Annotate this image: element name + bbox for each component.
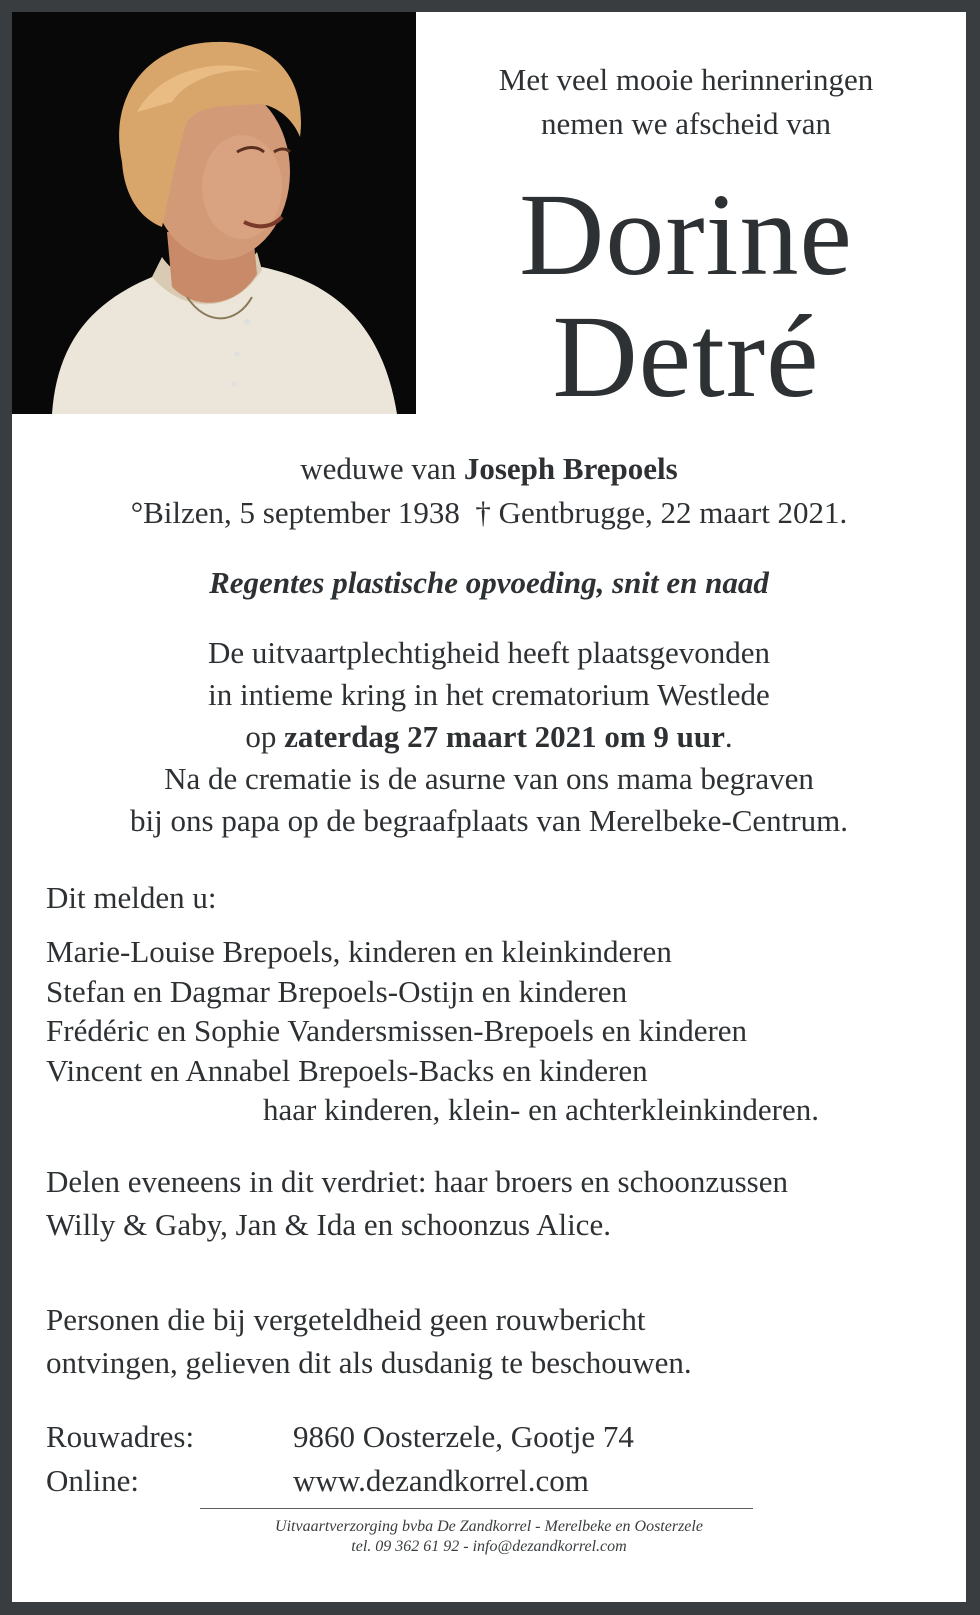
widow-line [12, 448, 966, 490]
family-list [46, 932, 819, 1130]
spouse-name: Joseph Brepoels [463, 451, 678, 486]
intro-line: Met veel mooie herinneringen [498, 62, 874, 97]
portrait-photo [12, 12, 416, 414]
announce-heading: Dit melden u: [46, 880, 217, 915]
share-line: Willy & Gaby, Jan & Ida en schoonzus Alice. [46, 1207, 611, 1242]
family-member: Frédéric en Sophie Vandersmissen-Brepoels en kinderen [46, 1013, 748, 1048]
family-member: Vincent en Annabel Brepoels-Backs en kinderen [46, 1052, 648, 1088]
widow-prefix: weduwe van [300, 451, 464, 486]
ceremony-suffix: . [724, 719, 733, 754]
ceremony-text [12, 632, 966, 842]
last-name: Detré [552, 291, 820, 422]
address-value: 9860 Oosterzele, Gootje 74 [293, 1419, 634, 1454]
intro-line: nemen we afscheid van [540, 106, 832, 141]
deceased-name [416, 169, 956, 422]
intro-text [416, 58, 956, 146]
notice-line: Personen die bij vergeteldheid geen rouwbericht [46, 1302, 646, 1337]
first-name: Dorine [519, 169, 853, 300]
funeral-home-footer [12, 1517, 966, 1557]
footer-line: Uitvaartverzorging bvba De Zandkorrel - Merelbeke en Oosterzele [275, 1518, 703, 1535]
footer-divider [200, 1508, 753, 1509]
notice-text [46, 1298, 692, 1384]
footer-contact: tel. 09 362 61 92 - info@dezandkorrel.com [351, 1538, 627, 1555]
online-link[interactable]: www.dezandkorrel.com [293, 1463, 589, 1498]
family-member: Stefan en Dagmar Brepoels-Ostijn en kinderen [46, 973, 628, 1009]
ceremony-line: De uitvaartplechtigheid heeft plaatsgevonden [207, 635, 771, 670]
ceremony-line: Na de crematie is de asurne van ons mama begraven [164, 761, 814, 796]
share-text [46, 1160, 788, 1246]
family-closing: haar kinderen, klein- en achterkleinkinderen. [263, 1092, 820, 1127]
family-member: Marie-Louise Brepoels, kinderen en kleinkinderen [46, 934, 672, 969]
obituary-card [12, 12, 966, 1602]
address-label: Rouwadres: [46, 1419, 195, 1454]
occupation: Regentes plastische opvoeding, snit en naad [209, 565, 769, 600]
online-label: Online: [46, 1463, 139, 1498]
notice-line: ontvingen, gelieven dit als dusdanig te beschouwen. [46, 1345, 692, 1380]
ceremony-line: in intieme kring in het crematorium Westlede [208, 677, 770, 712]
ceremony-line: bij ons papa op de begraafplaats van Merelbeke-Centrum. [130, 803, 848, 838]
ceremony-date: zaterdag 27 maart 2021 om 9 uur [284, 719, 725, 754]
birth-death-dates: °Bilzen, 5 september 1938 † Gentbrugge, 22 maart 2021. [130, 495, 848, 530]
ceremony-date-line [12, 716, 966, 758]
share-line: Delen eveneens in dit verdriet: haar broers en schoonzussen [46, 1164, 789, 1199]
ceremony-prefix: op [245, 719, 285, 754]
